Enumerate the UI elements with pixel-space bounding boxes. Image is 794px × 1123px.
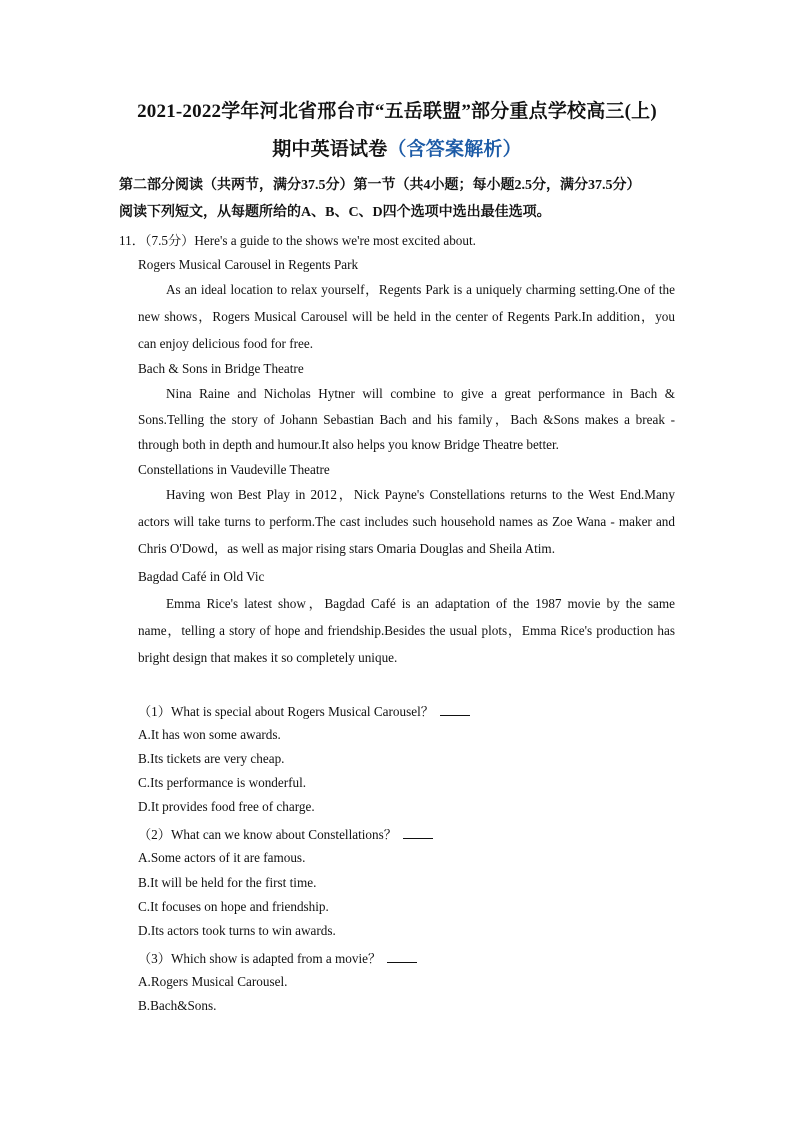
section-instruction-2: 阅读下列短文，从每题所给的A、B、C、D四个选项中选出最佳选项。 — [119, 205, 551, 220]
option-2b: B.It will be held for the first time. — [138, 875, 317, 890]
show-heading-bagdad: Bagdad Café in Old Vic — [138, 569, 265, 584]
option-1a: A.It has won some awards. — [138, 727, 281, 742]
subquestion-stem-1-text: （1）What is special about Rogers Musical Carousel？ — [138, 704, 434, 719]
show-body-rogers: As an ideal location to relax yourself，Regents Park is a uniquely charming setting.One of the new shows，Rogers Musical Carousel will be held in the center of Regents Park.In addition，you can enjoy delicious food for free. — [138, 282, 675, 351]
option-2a: A.Some actors of it are famous. — [138, 850, 306, 865]
document-title-suffix: （含答案解析） — [387, 139, 522, 160]
option-1b: B.Its tickets are very cheap. — [138, 751, 285, 766]
subquestion-stem-2-text: （2）What can we know about Constellations？ — [138, 827, 397, 842]
document-title-line2 — [0, 134, 794, 161]
option-1d: D.It provides food free of charge. — [138, 799, 315, 814]
option-3b: B.Bach&Sons. — [138, 998, 217, 1013]
subquestion-stem-3-text: （3）Which show is adapted from a movie？ — [138, 951, 382, 966]
option-3a: A.Rogers Musical Carousel. — [138, 974, 288, 989]
answer-blank-3 — [387, 950, 417, 963]
option-2d: D.Its actors took turns to win awards. — [138, 923, 336, 938]
show-heading-bach: Bach & Sons in Bridge Theatre — [138, 361, 304, 376]
answer-blank-1 — [440, 703, 470, 716]
show-body-constellations: Having won Best Play in 2012，Nick Payne's Constellations returns to the West End.Many actors will take turns to perform.The cast includes such household names as Zoe Wana - maker and Chris O'Dowd，as well as major rising stars Omaria Douglas and Sheila Atim. — [138, 487, 675, 556]
subquestion-stem-3 — [138, 948, 417, 967]
document-title-main: 期中英语试卷 — [272, 139, 388, 160]
subquestion-stem-1 — [138, 701, 470, 720]
option-1c: C.Its performance is wonderful. — [138, 775, 307, 790]
show-body-bach: Nina Raine and Nicholas Hytner will combine to give a great performance in Bach & Sons.Telling the story of Johann Sebastian Bach and his family，Bach &Sons makes a break - through both in depth and humour.It also helps you know Bridge Theatre better. — [138, 386, 675, 452]
section-instruction-1: 第二部分阅读（共两节，满分37.5分）第一节（共4小题；每小题2.5分，满分37.5分） — [119, 178, 641, 193]
show-heading-rogers: Rogers Musical Carousel in Regents Park — [138, 257, 359, 272]
show-heading-constellations: Constellations in Vaudeville Theatre — [138, 462, 330, 477]
show-body-bagdad: Emma Rice's latest show，Bagdad Café is an adaptation of the 1987 movie by the same name，telling a story of hope and friendship.Besides the usual plots，Emma Rice's production has bright design that makes it so completely unique. — [138, 596, 675, 665]
option-2c: C.It focuses on hope and friendship. — [138, 899, 329, 914]
answer-blank-2 — [403, 826, 433, 839]
subquestion-stem-2 — [138, 824, 433, 843]
document-title-line1: 2021-2022学年河北省邢台市“五岳联盟”部分重点学校高三(上) — [137, 101, 657, 122]
question-intro: 11．（7.5分）Here's a guide to the shows we're most excited about. — [119, 233, 476, 248]
